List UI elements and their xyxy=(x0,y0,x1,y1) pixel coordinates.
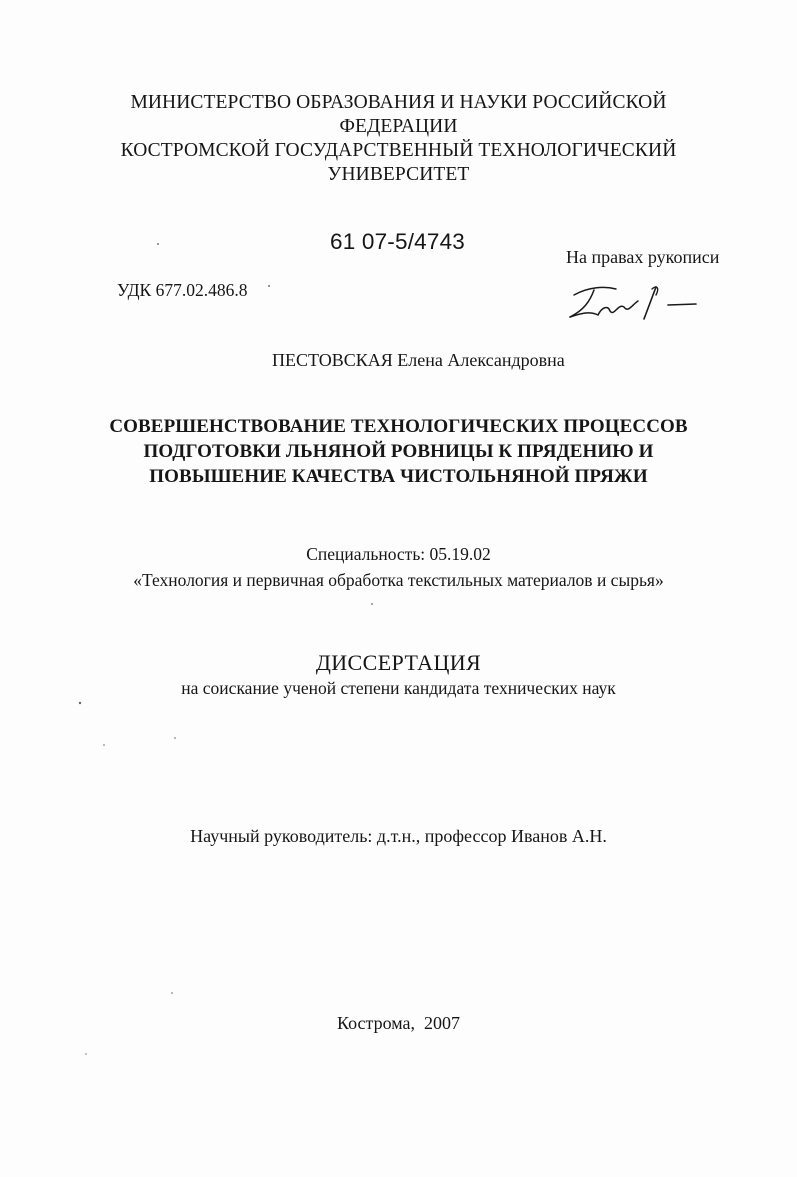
degree-subtitle: на соискание ученой степени кандидата технических наук xyxy=(181,678,616,698)
specialty-block xyxy=(0,541,797,593)
header-line-2: ФЕДЕРАЦИИ xyxy=(339,116,458,137)
dissertation-title xyxy=(0,414,797,489)
title-line-2: ПОДГОТОВКИ ЛЬНЯНОЙ РОВНИЦЫ К ПРЯДЕНИЮ И xyxy=(143,441,654,462)
author-name: ПЕСТОВСКАЯ Елена Александровна xyxy=(272,350,565,370)
library-stamp-code: 61 07-5/4743 xyxy=(330,229,466,254)
header-line-4: УНИВЕРСИТЕТ xyxy=(327,164,470,185)
place-and-year: Кострома, 2007 xyxy=(336,1013,461,1033)
specialty-name: «Технология и первичная обработка текстильных материалов и сырья» xyxy=(133,570,664,590)
ministry-header xyxy=(0,91,797,187)
header-line-3: КОСТРОМСКОЙ ГОСУДАРСТВЕННЫЙ ТЕХНОЛОГИЧЕСКИЙ xyxy=(120,140,677,161)
title-line-1: СОВЕРШЕНСТВОВАНИЕ ТЕХНОЛОГИЧЕСКИХ ПРОЦЕССОВ xyxy=(109,416,688,437)
document-type-heading: ДИССЕРТАЦИЯ xyxy=(315,650,482,675)
title-line-3: ПОВЫШЕНИЕ КАЧЕСТВА ЧИСТОЛЬНЯНОЙ ПРЯЖИ xyxy=(149,466,648,487)
header-line-1: МИНИСТЕРСТВО ОБРАЗОВАНИЯ И НАУКИ РОССИЙСКОЙ xyxy=(130,92,667,113)
udk-classification: УДК 677.02.486.8 xyxy=(117,280,248,300)
manuscript-rights-note: На правах рукописи xyxy=(566,247,720,267)
handwritten-signature xyxy=(560,277,720,327)
scientific-advisor: Научный руководитель: д.т.н., профессор Иванов А.Н. xyxy=(190,826,607,846)
specialty-code: Специальность: 05.19.02 xyxy=(306,544,491,564)
